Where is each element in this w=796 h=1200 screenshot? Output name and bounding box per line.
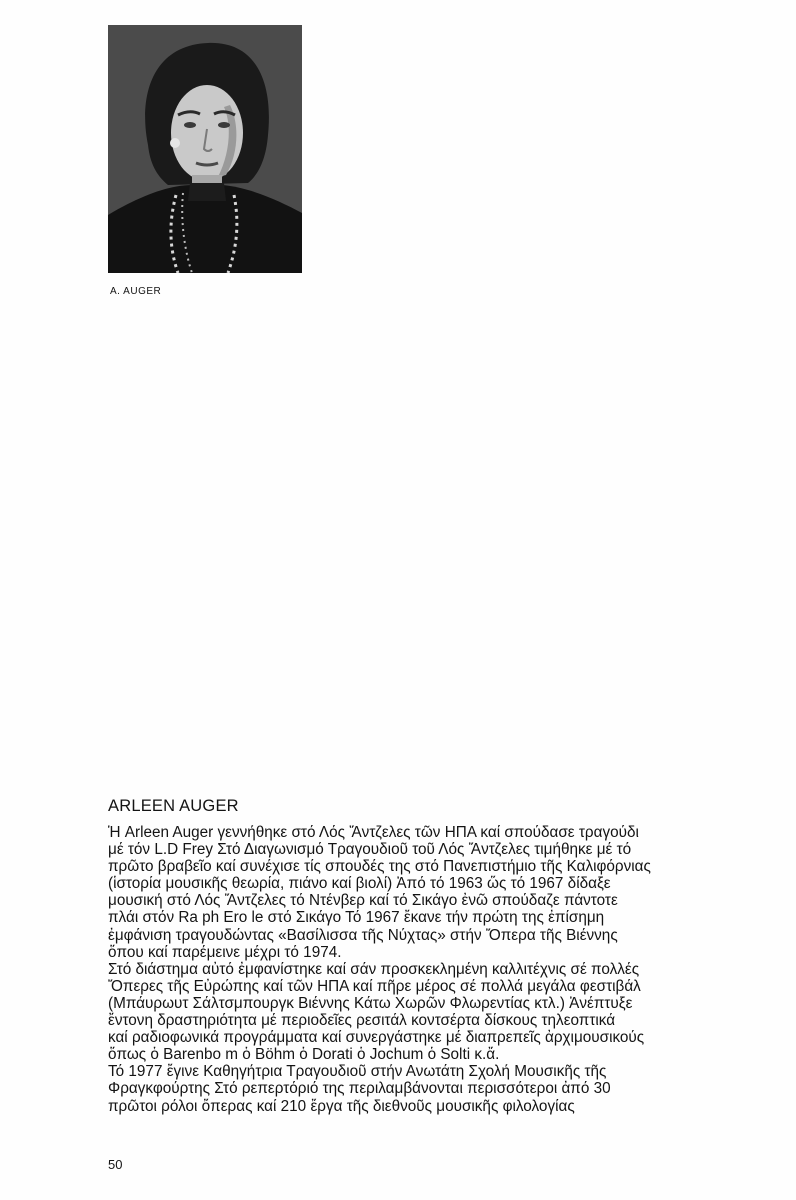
body-line: ὅπου καί παρέμεινε μέχρι τό 1974. (108, 943, 342, 961)
body-line: μέ τόν L.D Frey Στό Διαγωνισμό Τραγουδιοῦ τοῦ Λός Ἄντζελες τιμήθηκε μέ τό (108, 841, 632, 859)
body-line: Ἡ Arleen Auger γεννήθηκε στό Λός Ἄντζελες τῶν ΗΠΑ καί σπούδασε τραγούδι (108, 824, 639, 841)
body-line: ὅπως ὁ Barenbo m ὁ Böhm ὁ Dorati ὁ Jochum ὁ Solti κ.ἄ. (108, 1046, 500, 1064)
body-line: πρῶτοι ρόλοι ὄπερας καί 210 ἔργα τῆς διεθνοῦς μουσικῆς φιλολογίας (108, 1097, 575, 1115)
article-title: ARLEEN AUGER (108, 797, 239, 815)
body-line: Ὄπερες τῆς Εὐρώπης καί τῶν ΗΠΑ καί πῆρε μέρος σέ πολλά μεγάλα φεστιβάλ (108, 977, 641, 995)
body-line: (ἱστορία μουσικῆς θεωρία, πιάνο καί βιολί) Ἀπό τό 1963 ὥς τό 1967 δίδαξε (108, 875, 611, 893)
photo-caption: A. AUGER (110, 286, 162, 297)
body-line: Τό 1977 ἔγινε Καθηγήτρια Τραγουδιοῦ στήν Ανωτάτη Σχολή Μουσικῆς τῆς (108, 1063, 607, 1081)
body-line: ἔντονη δραστηριότητα μέ περιοδεῖες ρεσιτάλ κοντσέρτα δίσκους τηλεοπτικά (108, 1012, 616, 1030)
article-body (108, 824, 780, 1115)
portrait-photo (108, 25, 302, 273)
body-line: (Μπάυρωυτ Σάλτσμπουργκ Βιέννης Κάτω Χωρῶν Φλωρεντίας κτλ.) Ἀνέπτυξε (108, 994, 633, 1012)
body-line: μουσική στό Λός Ἄντζελες τό Ντένβερ καί τό Σικάγο ἐνῶ σπούδαζε πάντοτε (108, 892, 618, 910)
body-line: πρῶτο βραβεῖο καί συνέχισε τίς σπουδές της στό Πανεπιστήμιο τῆς Καλιφόρνιας (108, 858, 651, 876)
body-line: Στό διάστημα αὐτό ἐμφανίστηκε καί σάν προσκεκλημένη καλλιτέχνις σέ πολλές (108, 960, 640, 978)
body-line: ἐμφάνιση τραγουδώντας «Βασίλισσα τῆς Νύχτας» στήν Ὄπερα τῆς Βιέννης (108, 926, 618, 944)
body-line: πλάι στόν Ra ph Ero le στό Σικάγο Τό 1967 ἔκανε τήν πρώτη της ἐπίσημη (108, 909, 605, 927)
body-line: Φραγκφούρτης Στό ρεπερτόριό της περιλαμβάνονται περισσότεροι ἀπό 30 (108, 1080, 611, 1098)
page-number: 50 (108, 1157, 123, 1172)
body-line: καί ραδιοφωνικά προγράμματα καί συνεργάστηκε μέ διαπρεπεῖς ἀρχιμουσικούς (108, 1029, 645, 1047)
